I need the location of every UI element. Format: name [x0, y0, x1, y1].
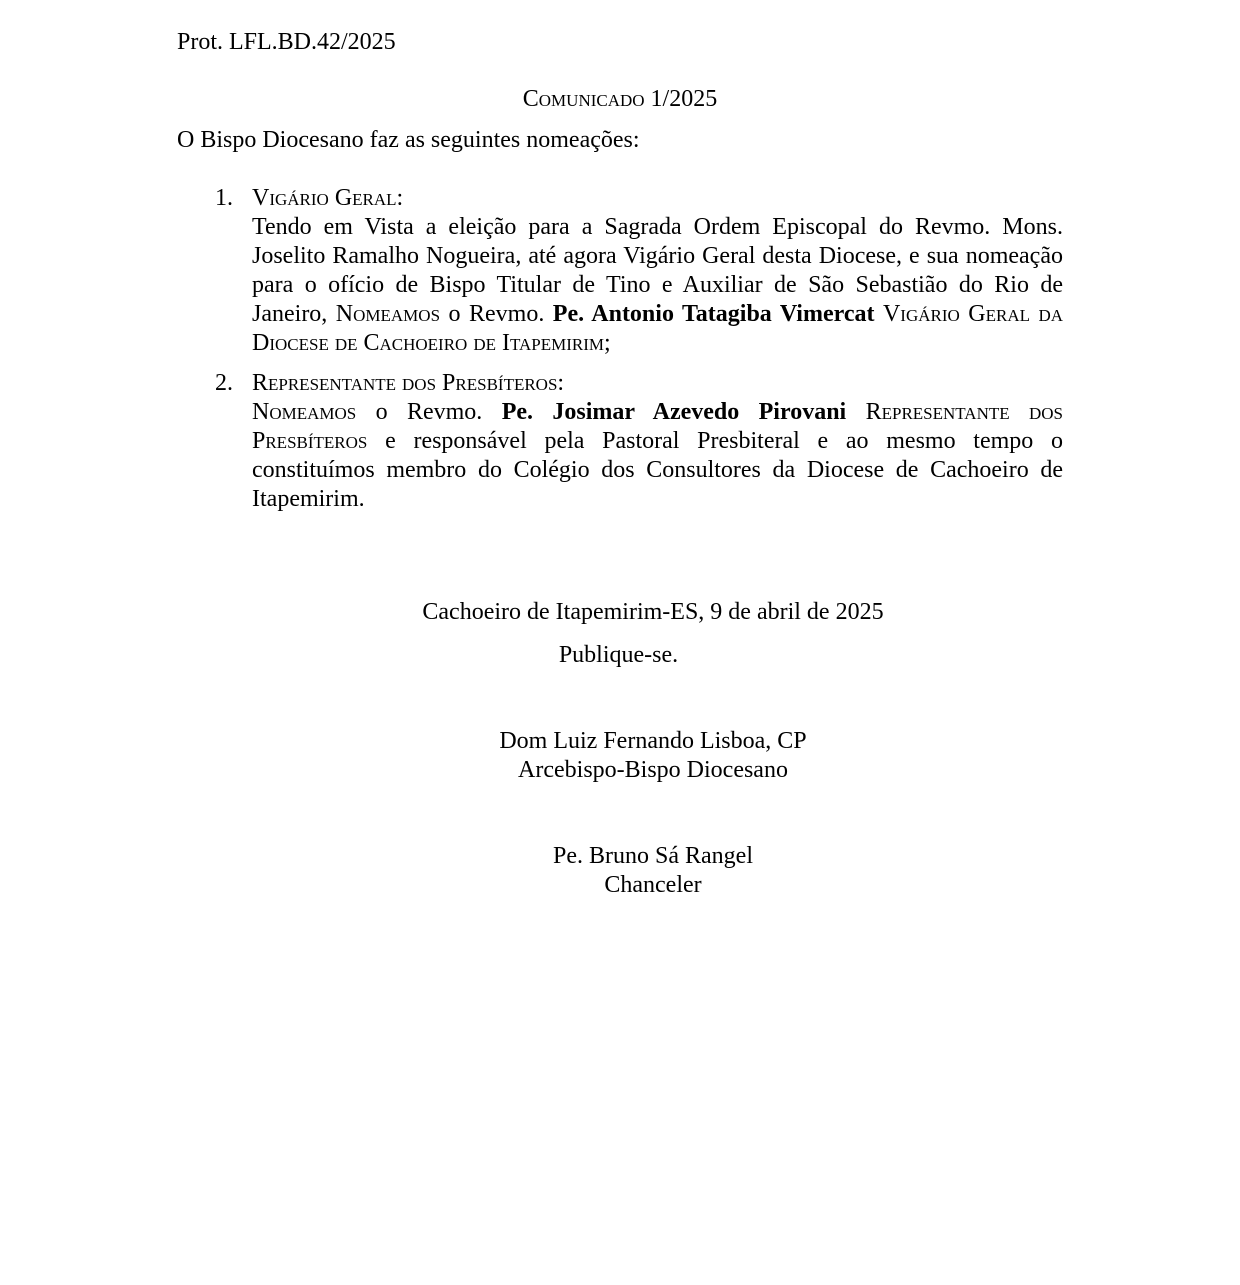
item-verb: Nomeamos: [252, 399, 357, 425]
item-body: [252, 398, 1063, 514]
appointee-name: Pe. Antonio Tatagiba Vimercat: [552, 301, 875, 327]
item-text: ;: [604, 330, 611, 356]
item-text: o Revmo.: [440, 301, 553, 327]
document-title: Comunicado 1/2025: [522, 86, 718, 112]
nomination-item-vicar-general: [215, 184, 1064, 358]
item-text: e responsável pela Pastoral Presbiteral e ao mesmo tempo o constituímos membro do Colégio dos Consultores da Diocese de Cachoeiro de Itapemirim.: [252, 428, 1063, 512]
nomination-item-presbyters-representative: [215, 369, 1064, 514]
item-text: [846, 399, 865, 425]
item-text: Tendo em Vista a eleição para a Sagrada Ordem Episcopal do Revmo. Mons. Joselito Ramalho Nogueira, até agora Vigário Geral desta Diocese, e sua nomeação para o ofício de Bispo Titular de Tino e Auxiliar de São Sebastião do Rio de Janeiro,: [252, 214, 1063, 327]
item-text: [874, 301, 882, 327]
signatory-title: Chanceler: [604, 872, 702, 898]
signature-block-bishop: [453, 727, 853, 785]
appointee-role: Vigário Geral da Diocese de Cachoeiro de Itapemirim: [252, 301, 1064, 356]
publish-note: Publique-se.: [558, 642, 679, 668]
appointee-name: Pe. Josimar Azevedo Pirovani: [501, 399, 847, 425]
signatory-name: Dom Luiz Fernando Lisboa, CP: [499, 728, 807, 754]
item-number: 1.: [215, 185, 233, 211]
place-and-date: Cachoeiro de Itapemirim-ES, 9 de abril de 2025: [422, 599, 884, 625]
protocol-number: Prot. LFL.BD.42/2025: [177, 29, 396, 55]
item-body: [252, 213, 1063, 358]
item-heading: Vigário Geral:: [252, 185, 404, 211]
item-text: o Revmo.: [356, 399, 502, 425]
intro-text: O Bispo Diocesano faz as seguintes nomeações:: [177, 127, 640, 153]
item-heading: Representante dos Presbíteros:: [252, 370, 565, 396]
appointee-role: Representante dos Presbíteros: [252, 399, 1064, 454]
signature-block-chancellor: [453, 842, 853, 900]
item-verb: Nomeamos: [335, 301, 441, 327]
signatory-name: Pe. Bruno Sá Rangel: [553, 843, 753, 869]
signatory-title: Arcebispo-Bispo Diocesano: [518, 757, 788, 783]
item-number: 2.: [215, 370, 233, 396]
